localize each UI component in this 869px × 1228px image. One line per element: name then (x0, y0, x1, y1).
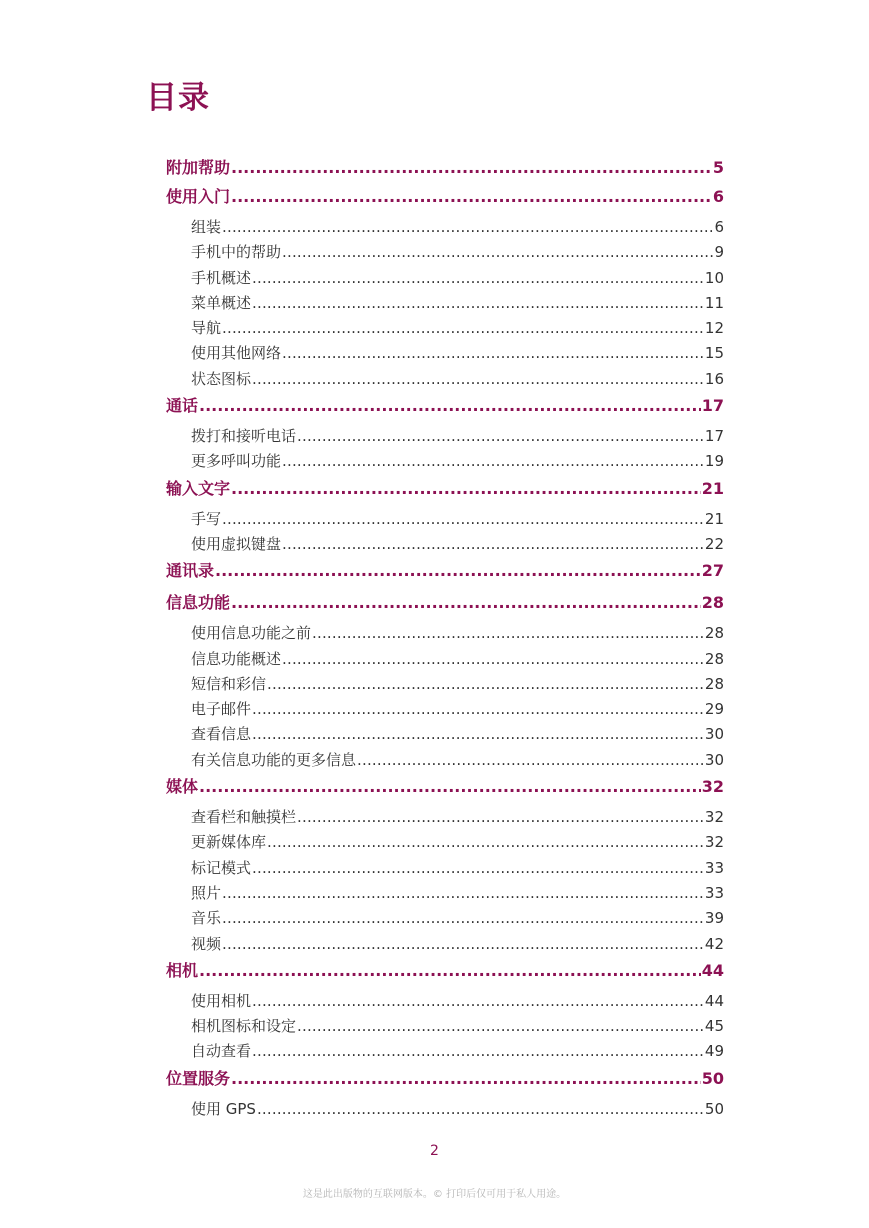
toc-section-entry[interactable] (166, 989, 724, 1014)
toc-dot-leader (312, 621, 704, 646)
toc-section-entry[interactable] (166, 647, 724, 672)
toc-dot-leader (252, 697, 704, 722)
toc-section-entry[interactable] (166, 266, 724, 291)
toc-entry-page: 21 (701, 478, 724, 498)
toc-entry-title: 使用入门 (166, 187, 231, 206)
toc-entry-page: 33 (704, 858, 724, 877)
toc-section-entry[interactable] (166, 1039, 724, 1064)
toc-entry-title: 组装 (191, 218, 222, 236)
toc-entry-title: 通讯录 (166, 561, 215, 581)
toc-entry-page: 17 (704, 427, 724, 446)
toc-entry-page: 32 (704, 808, 724, 827)
toc-entry-page: 28 (701, 593, 724, 613)
toc-dot-leader (357, 748, 704, 773)
toc-entry-page: 5 (712, 158, 724, 177)
toc-dot-leader (231, 184, 712, 210)
toc-dot-leader (297, 424, 704, 449)
toc-entry-title: 相机图标和设定 (191, 1017, 297, 1036)
toc-entry-title: 自动查看 (191, 1042, 252, 1061)
toc-entry-title: 标记模式 (191, 858, 252, 877)
toc-chapter-entry[interactable] (166, 773, 724, 805)
toc-entry-page: 32 (704, 833, 724, 852)
toc-dot-leader (252, 367, 704, 392)
toc-dot-leader (257, 1097, 704, 1122)
toc-entry-title: 有关信息功能的更多信息 (191, 750, 357, 769)
toc-section-entry[interactable] (166, 240, 724, 265)
toc-section-entry[interactable] (166, 621, 724, 646)
toc-dot-leader (282, 341, 704, 366)
toc-dot-leader (252, 989, 704, 1014)
toc-dot-leader (297, 1014, 704, 1039)
toc-entry-page: 21 (704, 509, 724, 528)
toc-dot-leader (199, 774, 701, 800)
toc-section-entry[interactable] (166, 672, 724, 697)
toc-section-entry[interactable] (166, 748, 724, 773)
toc-entry-title: 更新媒体库 (191, 833, 267, 852)
toc-entry-title: 使用 GPS (191, 1099, 256, 1118)
toc-dot-leader (231, 476, 701, 502)
toc-dot-leader (231, 590, 701, 616)
toc-entry-title: 状态图标 (191, 369, 252, 388)
page-title: 目录 (146, 80, 210, 116)
toc-entry-title: 信息功能概述 (191, 649, 282, 668)
toc-entry-page: 50 (704, 1099, 724, 1118)
toc-section-entry[interactable] (166, 697, 724, 722)
toc-section-entry[interactable] (166, 316, 724, 341)
toc-chapter-entry[interactable] (166, 475, 724, 507)
toc-entry-page: 49 (704, 1042, 724, 1061)
table-of-contents (166, 154, 724, 1122)
toc-entry-page: 29 (704, 700, 724, 719)
toc-entry-title: 查看栏和触摸栏 (191, 808, 297, 827)
toc-entry-title: 位置服务 (166, 1068, 231, 1088)
toc-chapter-entry[interactable] (166, 957, 724, 989)
toc-dot-leader (199, 958, 701, 984)
toc-entry-title: 电子邮件 (191, 700, 252, 719)
toc-entry-title: 更多呼叫功能 (191, 452, 282, 471)
toc-section-entry[interactable] (166, 532, 724, 557)
toc-section-entry[interactable] (166, 830, 724, 855)
toc-dot-leader (222, 881, 704, 906)
toc-entry-page: 19 (704, 452, 724, 471)
toc-dot-leader (222, 215, 713, 240)
toc-chapter-entry[interactable] (166, 557, 724, 589)
toc-entry-page: 10 (704, 268, 724, 287)
toc-section-entry[interactable] (166, 881, 724, 906)
toc-section-entry[interactable] (166, 932, 724, 957)
toc-entry-page: 16 (704, 369, 724, 388)
toc-section-entry[interactable] (166, 722, 724, 747)
toc-entry-title: 通话 (166, 396, 199, 416)
toc-dot-leader (252, 266, 704, 291)
toc-entry-page: 22 (704, 534, 724, 553)
toc-entry-page: 11 (704, 293, 724, 312)
toc-entry-page: 9 (714, 243, 724, 262)
toc-entry-title: 手机概述 (191, 268, 252, 287)
toc-entry-page: 15 (704, 344, 724, 363)
toc-entry-title: 使用信息功能之前 (191, 624, 312, 643)
toc-section-entry[interactable] (166, 805, 724, 830)
toc-section-entry[interactable] (166, 424, 724, 449)
toc-entry-title: 信息功能 (166, 593, 231, 613)
toc-entry-title: 查看信息 (191, 725, 252, 744)
toc-entry-title: 附加帮助 (166, 158, 231, 177)
toc-entry-page: 44 (704, 991, 724, 1010)
toc-dot-leader (215, 558, 701, 584)
toc-entry-title: 视频 (191, 934, 222, 953)
toc-entry-title: 输入文字 (166, 478, 231, 498)
toc-dot-leader (297, 805, 704, 830)
toc-dot-leader (282, 647, 704, 672)
toc-entry-page: 30 (704, 750, 724, 769)
toc-entry-page: 27 (701, 561, 724, 581)
toc-entry-title: 短信和彩信 (191, 674, 267, 693)
toc-entry-page: 30 (704, 725, 724, 744)
toc-dot-leader (267, 672, 704, 697)
toc-entry-page: 12 (704, 319, 724, 338)
toc-dot-leader (199, 393, 701, 419)
toc-dot-leader (231, 155, 712, 181)
toc-section-entry[interactable] (166, 367, 724, 392)
toc-entry-title: 使用虚拟键盘 (191, 534, 282, 553)
toc-section-entry[interactable] (166, 856, 724, 881)
toc-dot-leader (222, 932, 704, 957)
toc-chapter-entry[interactable] (166, 183, 724, 215)
toc-section-entry[interactable] (166, 341, 724, 366)
toc-entry-title: 手机中的帮助 (191, 243, 282, 262)
toc-dot-leader (252, 291, 704, 316)
toc-chapter-entry[interactable] (166, 154, 724, 183)
toc-section-entry[interactable] (166, 507, 724, 532)
toc-entry-title: 菜单概述 (191, 293, 252, 312)
toc-entry-page: 50 (701, 1068, 724, 1088)
toc-entry-page: 39 (704, 909, 724, 928)
toc-entry-page: 28 (704, 624, 724, 643)
toc-entry-title: 手写 (191, 509, 222, 528)
toc-entry-page: 6 (714, 218, 724, 236)
toc-dot-leader (282, 240, 713, 265)
toc-dot-leader (267, 830, 704, 855)
toc-section-entry[interactable] (166, 215, 724, 240)
toc-section-entry[interactable] (166, 906, 724, 931)
toc-dot-leader (282, 449, 704, 474)
toc-section-entry[interactable] (166, 449, 724, 474)
toc-chapter-entry[interactable] (166, 589, 724, 621)
toc-entry-page: 42 (704, 934, 724, 953)
toc-entry-page: 28 (704, 649, 724, 668)
toc-dot-leader (222, 507, 704, 532)
toc-dot-leader (231, 1066, 701, 1092)
toc-entry-title: 使用相机 (191, 991, 252, 1010)
toc-entry-title: 使用其他网络 (191, 344, 282, 363)
toc-section-entry[interactable] (166, 291, 724, 316)
footer-note: 这是此出版物的互联网版本。© 打印后仅可用于私人用途。 (302, 1189, 567, 1200)
page-number: 2 (430, 1143, 439, 1159)
toc-dot-leader (222, 906, 704, 931)
toc-entry-title: 拨打和接听电话 (191, 427, 297, 446)
toc-entry-page: 32 (701, 777, 724, 797)
toc-dot-leader (252, 856, 704, 881)
toc-section-entry[interactable] (166, 1014, 724, 1039)
toc-entry-title: 相机 (166, 960, 199, 980)
toc-chapter-entry[interactable] (166, 1065, 724, 1097)
toc-entry-page: 44 (701, 960, 724, 980)
toc-dot-leader (252, 1039, 704, 1064)
toc-entry-page: 17 (701, 396, 724, 416)
toc-section-entry[interactable] (166, 1097, 724, 1122)
toc-entry-title: 音乐 (191, 909, 222, 928)
toc-dot-leader (252, 722, 704, 747)
toc-chapter-entry[interactable] (166, 392, 724, 424)
toc-entry-title: 照片 (191, 883, 222, 902)
toc-entry-page: 28 (704, 674, 724, 693)
toc-entry-page: 6 (712, 187, 724, 206)
toc-entry-title: 导航 (191, 319, 222, 338)
toc-entry-title: 媒体 (166, 777, 199, 797)
toc-dot-leader (222, 316, 704, 341)
toc-dot-leader (282, 532, 704, 557)
toc-entry-page: 33 (704, 883, 724, 902)
toc-entry-page: 45 (704, 1017, 724, 1036)
